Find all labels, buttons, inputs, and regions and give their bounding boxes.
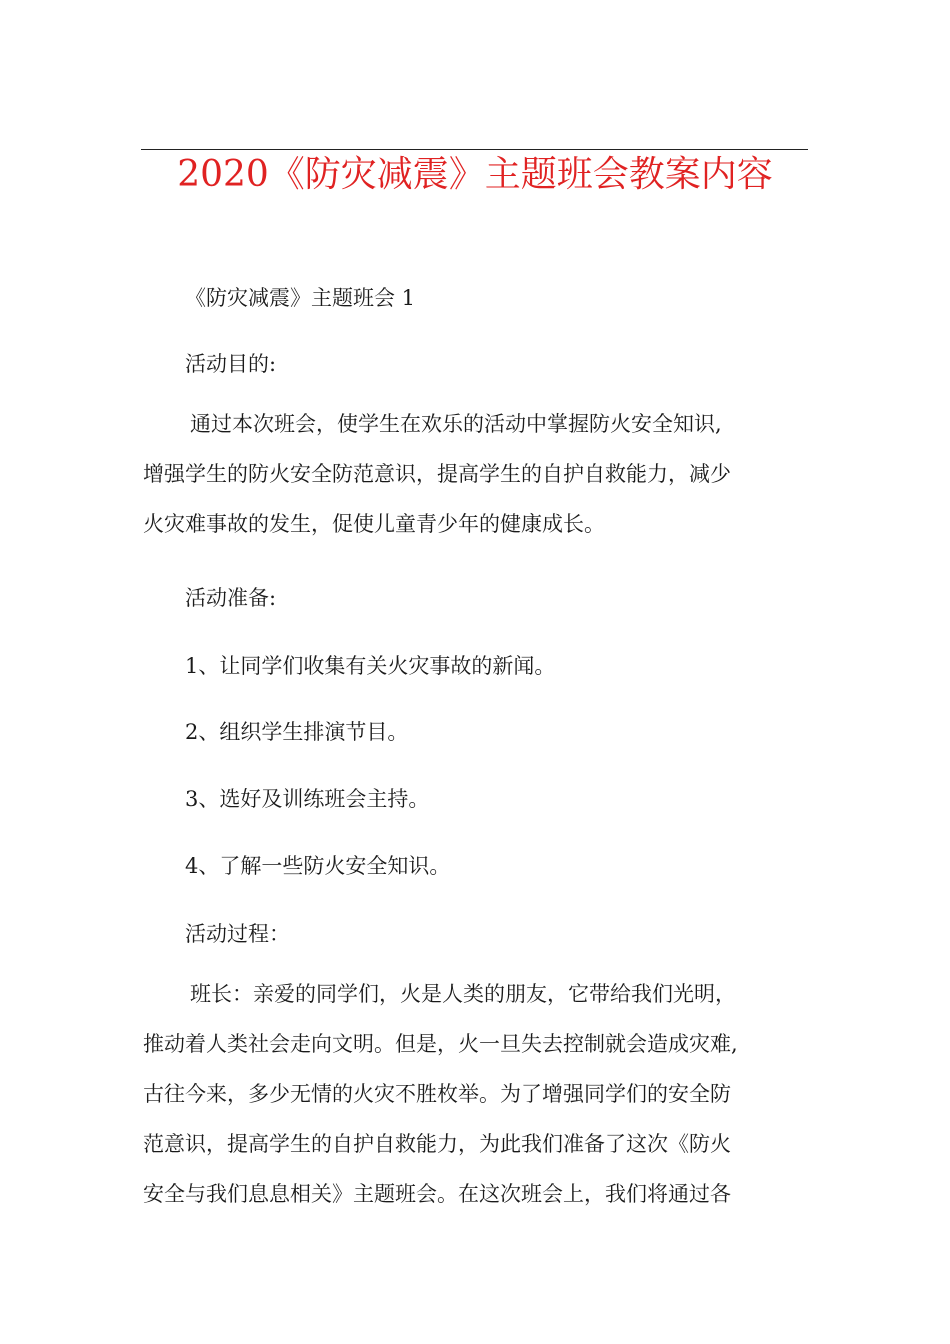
section-subtitle: 《防灾减震》主题班会 1	[185, 286, 416, 310]
prep-item: 2、组织学生排演节目。	[185, 720, 409, 744]
prep-item: 4、了解一些防火安全知识。	[185, 854, 451, 878]
purpose-line: 火灾难事故的发生，促使儿童青少年的健康成长。	[143, 512, 605, 536]
process-heading: 活动过程：	[185, 922, 290, 946]
process-line: 班长：亲爱的同学们，火是人类的朋友，它带给我们光明，	[190, 982, 736, 1006]
prep-item: 3、选好及训练班会主持。	[185, 787, 430, 811]
process-line: 范意识，提高学生的自护自救能力，为此我们准备了这次《防火	[143, 1132, 731, 1156]
purpose-line: 增强学生的防火安全防范意识，提高学生的自护自救能力，减少	[143, 462, 731, 486]
process-line: 古往今来，多少无情的火灾不胜枚举。为了增强同学们的安全防	[143, 1082, 731, 1106]
process-line: 安全与我们息息相关》主题班会。在这次班会上，我们将通过各	[143, 1182, 731, 1206]
process-line: 推动着人类社会走向文明。但是，火一旦失去控制就会造成灾难,	[143, 1032, 738, 1056]
prep-heading: 活动准备:	[185, 586, 277, 610]
purpose-heading: 活动目的:	[185, 352, 277, 376]
prep-item: 1、让同学们收集有关火灾事故的新闻。	[185, 654, 556, 678]
document-title: 2020《防灾减震》主题班会教案内容	[177, 154, 773, 195]
purpose-line: 通过本次班会，使学生在欢乐的活动中掌握防火安全知识,	[190, 412, 722, 436]
